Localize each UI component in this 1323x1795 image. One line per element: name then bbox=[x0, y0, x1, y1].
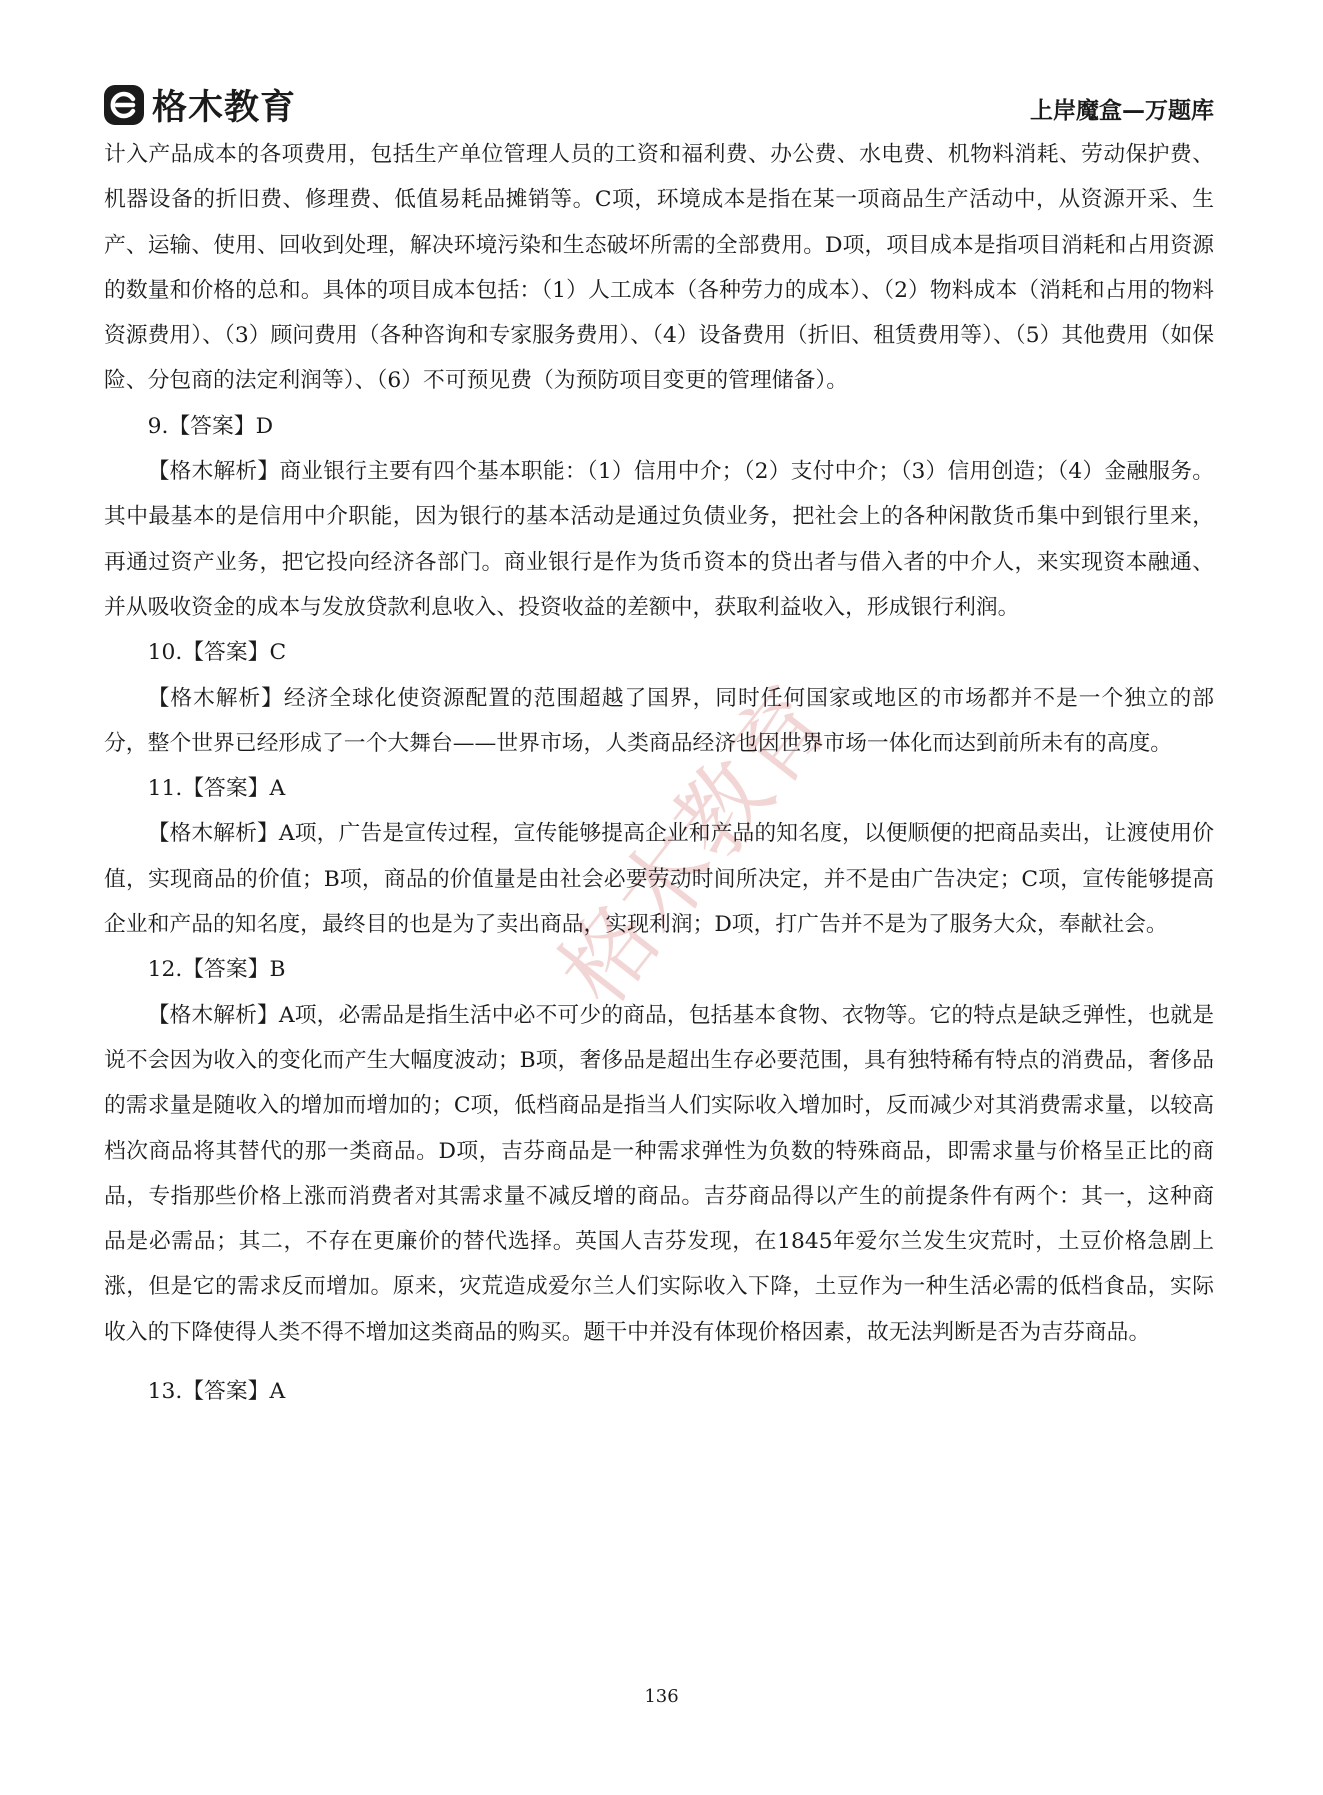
logo-text: 格木教育 bbox=[152, 88, 297, 128]
logo-icon bbox=[104, 85, 144, 125]
page-number: 136 bbox=[644, 1686, 679, 1707]
brand-logo bbox=[104, 82, 296, 128]
answer-13: 13.【答案】A bbox=[147, 1379, 286, 1405]
paragraph-explanation-8-continued: 计入产品成本的各项费用，包括生产单位管理人员的工资和福利费、办公费、水电费、机物料消耗、劳动保护费、机器设备的折旧费、修理费、低值易耗品摊销等。C项，环境成本是指在某一项商品生产活动中，从资源开采、生产、运输、使用、回收到处理，解决环境污染和生态破坏所需的全部费用。D项，项目成本是指项目消耗和占用资源的数量和价格的总和。具体的项目成本包括：（1）人工成本（各种劳力的成本）、（2）物料成本（消耗和占用的物料资源费用）、（3）顾问费用（各种咨询和专家服务费用）、（4）设备费用（折旧、租赁费用等）、（5）其他费用（如保险、分包商的法定利润等）、（6）不可预见费（为预防项目变更的管理储备）。 bbox=[104, 142, 1214, 394]
answer-11: 11.【答案】A bbox=[147, 776, 286, 802]
answer-9: 9.【答案】D bbox=[147, 413, 274, 439]
explanation-11: 【格木解析】A项，广告是宣传过程，宣传能够提高企业和产品的知名度，以便顺便的把商品卖出，让渡使用价值，实现商品的价值；B项，商品的价值量是由社会必要劳动时间所决定，并不是由广告决定；C项，宣传能够提高企业和产品的知名度，最终目的也是为了卖出商品，实现利润；D项，打广告并不是为了服务大众，奉献社会。 bbox=[104, 821, 1214, 938]
watermark-text: 格木教育 bbox=[539, 668, 851, 1024]
header-title: 上岸魔盒—万题库 bbox=[1030, 98, 1214, 124]
page-header bbox=[104, 82, 1214, 132]
explanation-9: 【格木解析】商业银行主要有四个基本职能：（1）信用中介；（2）支付中介；（3）信用创造；（4）金融服务。其中最基本的是信用中介职能，因为银行的基本活动是通过负债业务，把社会上的各种闲散货币集中到银行里来，再通过资产业务，把它投向经济各部门。商业银行是作为货币资本的贷出者与借入者的中介人，来实现资本融通、并从吸收资金的成本与发放贷款利息收入、投资收益的差额中，获取利益收入，形成银行利润。 bbox=[104, 459, 1214, 620]
answer-12: 12.【答案】B bbox=[147, 957, 286, 983]
explanation-12: 【格木解析】A项，必需品是指生活中必不可少的商品，包括基本食物、衣物等。它的特点是缺乏弹性，也就是说不会因为收入的变化而产生大幅度波动；B项，奢侈品是超出生存必要范围，具有独特稀有特点的消费品，奢侈品的需求量是随收入的增加而增加的；C项，低档商品是指当人们实际收入增加时，反而减少对其消费需求量，以较高档次商品将其替代的那一类商品。D项，吉芬商品是一种需求弹性为负数的特殊商品，即需求量与价格呈正比的商品，专指那些价格上涨而消费者对其需求量不减反增的商品。吉芬商品得以产生的前提条件有两个：其一，这种商品是必需品；其二，不存在更廉价的替代选择。英国人吉芬发现，在1845年爱尔兰发生灾荒时，土豆价格急剧上涨，但是它的需求反而增加。原来，灾荒造成爱尔兰人们实际收入下降，土豆作为一种生活必需的低档食品，实际收入的下降使得人类不得不增加这类商品的购买。题干中并没有体现价格因素，故无法判断是否为吉芬商品。 bbox=[104, 1002, 1214, 1345]
answer-10: 10.【答案】C bbox=[147, 640, 287, 666]
explanation-10: 【格木解析】经济全球化使资源配置的范围超越了国界，同时任何国家或地区的市场都并不是一个独立的部分，整个世界已经形成了一个大舞台——世界市场，人类商品经济也因世界市场一体化而达到前所未有的高度。 bbox=[104, 685, 1214, 756]
document-body bbox=[104, 132, 1214, 1414]
